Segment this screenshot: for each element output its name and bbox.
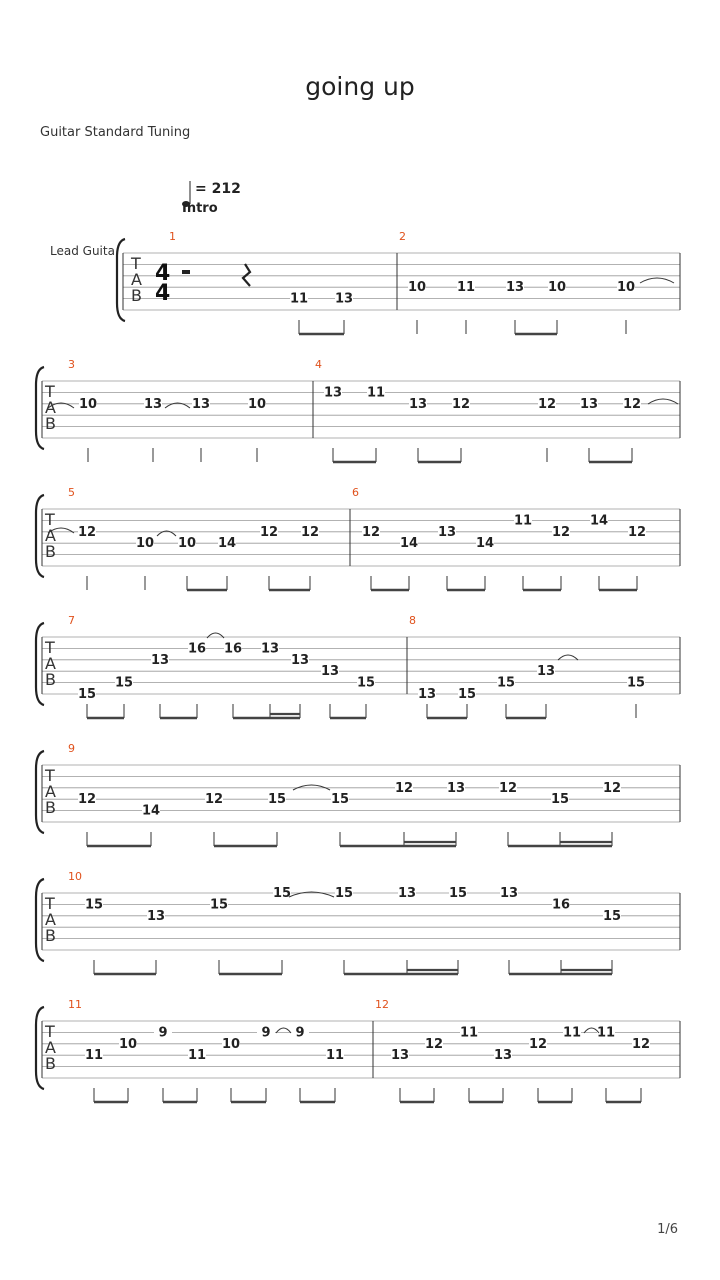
bar-number: 8 [409,614,416,627]
bar-number: 2 [399,230,406,243]
tie-arc [558,655,578,660]
fret-number: 13 [191,396,211,412]
section-marker: Intro [182,201,218,216]
fret-number: 13 [499,886,519,901]
tab-clef-letter: T [45,1022,55,1041]
fret-number: 12 [204,792,224,808]
staff-system [117,230,680,334]
tab-clef-letter: B [45,926,56,945]
fret-number: 11 [513,513,533,529]
fret-number: 13 [446,780,466,796]
time-signature-bottom: 4 [155,281,171,306]
fret-number: 12 [627,524,647,540]
fret-number: 13 [493,1048,513,1064]
fret-number: 13 [390,1048,410,1064]
tab-clef-letter: A [45,782,56,801]
fret-number: 12 [622,396,642,412]
fret-number: 11 [456,280,476,296]
fret-number: 15 [114,675,134,691]
fret-number: 10 [78,396,98,412]
tempo-value: = 212 [195,181,241,197]
fret-number: 13 [579,396,599,412]
fret-number: 13 [323,385,343,401]
fret-number: 12 [77,792,97,808]
half-rest [182,270,190,274]
fret-number: 12 [528,1036,548,1052]
tab-clef-letter: B [45,798,56,817]
fret-number: 10 [616,280,636,296]
fret-number: 16 [187,641,207,657]
fret-number: 10 [407,280,427,296]
staff-system [36,870,680,974]
fret-number: 14 [217,536,237,552]
fret-number: 13 [143,396,163,412]
bar-number: 3 [68,358,75,371]
fret-number: 13 [408,396,428,412]
fret-number: 13 [260,641,280,657]
fret-number: 13 [320,664,340,680]
fret-number: 12 [300,524,320,540]
fret-number: 16 [223,641,243,657]
bar-number: 1 [169,230,176,243]
fret-number: 10 [135,536,155,552]
fret-number: 9 [295,1025,305,1041]
tab-clef-letter: T [45,766,55,785]
fret-number: 12 [631,1036,651,1052]
tab-clef-letter: A [45,654,56,673]
fret-number: 13 [334,291,354,307]
time-signature-top: 4 [155,261,171,286]
fret-number: 12 [537,396,557,412]
fret-number: 15 [550,792,570,808]
bar-number: 4 [315,358,322,371]
tab-clef-letter: A [45,910,56,929]
staff-brace [36,751,44,833]
fret-number: 15 [602,908,622,924]
fret-number: 12 [361,524,381,540]
fret-number: 10 [118,1036,138,1052]
track-name: Lead Guita [50,244,115,258]
bar-number: 11 [68,998,82,1011]
fret-number: 11 [366,385,386,401]
fret-number: 12 [394,780,414,796]
fret-number: 11 [562,1025,582,1041]
staff-brace [36,367,44,449]
bar-number: 5 [68,486,75,499]
fret-number: 13 [290,652,310,668]
fret-number: 10 [547,280,567,296]
tab-clef-letter: T [45,382,55,401]
fret-number: 15 [356,675,376,691]
tuning-label: Guitar Standard Tuning [40,125,191,140]
tab-clef-letter: T [131,254,141,273]
fret-number: 13 [397,886,417,901]
fret-number: 13 [150,652,170,668]
fret-number: 15 [626,675,646,691]
bar-number: 9 [68,742,75,755]
tie-arc [648,399,678,404]
fret-number: 14 [141,803,161,819]
staff-system [36,742,680,846]
song-title: going up [305,72,415,101]
staff-system [36,486,680,590]
fret-number: 15 [448,886,468,901]
staff-system [36,998,680,1102]
fret-number: 11 [459,1025,479,1041]
fret-number: 13 [146,908,166,924]
fret-number: 10 [247,396,267,412]
tab-clef-letter: B [131,286,142,305]
tab-clef-letter: T [45,510,55,529]
fret-number: 12 [451,396,471,412]
tab-clef-letter: A [45,398,56,417]
fret-number: 12 [77,524,97,540]
staff-brace [36,879,44,961]
fret-number: 13 [536,664,556,680]
tab-clef-letter: T [45,894,55,913]
tab-clef-letter: A [131,270,142,289]
fret-number: 15 [209,897,229,913]
tab-clef-letter: B [45,1054,56,1073]
fret-number: 9 [261,1025,271,1041]
bar-number: 10 [68,870,82,883]
quarter-rest [243,264,250,286]
tab-clef-letter: A [45,1038,56,1057]
fret-number: 15 [330,792,350,808]
fret-number: 15 [334,886,354,901]
staff-brace [36,623,44,705]
tie-arc [640,278,674,283]
fret-number: 15 [267,792,287,808]
fret-number: 9 [158,1025,168,1041]
tab-clef-letter: T [45,638,55,657]
bar-number: 12 [375,998,389,1011]
fret-number: 15 [84,897,104,913]
staff-system [36,358,680,462]
fret-number: 11 [84,1048,104,1064]
fret-number: 10 [177,536,197,552]
bar-number: 6 [352,486,359,499]
fret-number: 11 [325,1048,345,1064]
fret-number: 12 [551,524,571,540]
staff-brace [36,495,44,577]
fret-number: 16 [551,897,571,913]
staff-brace [36,1007,44,1089]
fret-number: 14 [399,536,419,552]
bar-number: 7 [68,614,75,627]
fret-number: 15 [77,687,97,702]
tab-clef-letter: B [45,670,56,689]
fret-number: 12 [424,1036,444,1052]
fret-number: 13 [437,524,457,540]
fret-number: 11 [289,291,309,307]
fret-number: 12 [259,524,279,540]
fret-number: 14 [589,513,609,529]
staff-system [36,614,680,718]
tab-clef-letter: A [45,526,56,545]
fret-number: 15 [457,687,477,702]
page-number: 1/6 [657,1222,678,1237]
fret-number: 13 [417,687,437,702]
fret-number: 13 [505,280,525,296]
tab-clef-letter: B [45,414,56,433]
fret-number: 15 [496,675,516,691]
fret-number: 11 [187,1048,207,1064]
fret-number: 10 [221,1036,241,1052]
fret-number: 12 [602,780,622,796]
tab-clef-letter: B [45,542,56,561]
fret-number: 14 [475,536,495,552]
fret-number: 12 [498,780,518,796]
fret-number: 11 [596,1025,616,1041]
fret-number: 15 [272,886,292,901]
staff-brace [117,239,125,321]
